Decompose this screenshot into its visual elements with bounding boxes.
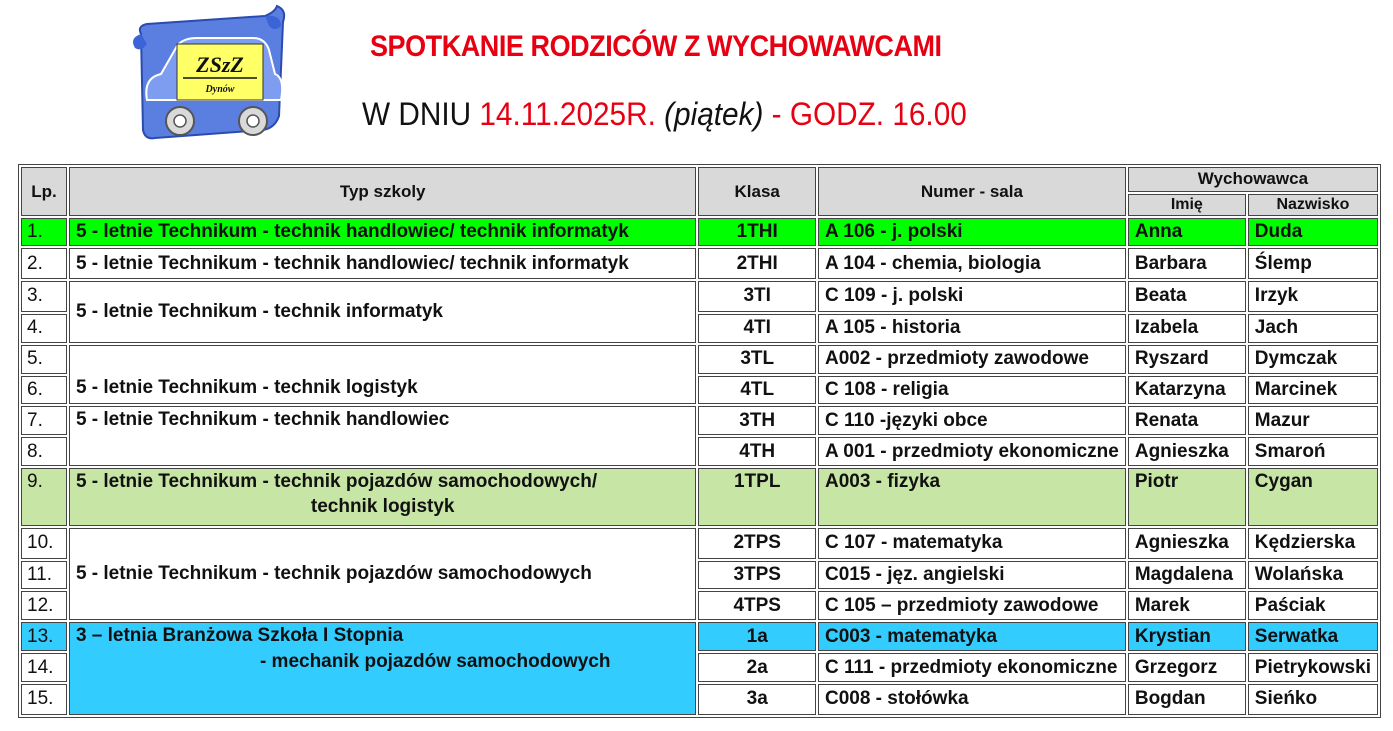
row-first-name: Ryszard [1128, 345, 1246, 374]
meetings-table [18, 164, 1381, 718]
row-first-name: Anna [1128, 218, 1246, 246]
school-type: 5 - letnie Technikum - technik handlowiec/ technik informatyk [69, 248, 697, 279]
table-row [21, 406, 1378, 435]
logo-subtext: Dynów [205, 84, 235, 95]
header-last-name: Nazwisko [1248, 194, 1378, 217]
row-class: 2TPS [698, 528, 816, 559]
row-last-name: Smaroń [1248, 437, 1378, 466]
table-row [21, 468, 1378, 526]
row-first-name: Renata [1128, 406, 1246, 435]
school-type: 5 - letnie Technikum - technik logistyk [69, 345, 697, 405]
row-class: 2THI [698, 248, 816, 279]
header-class: Klasa [698, 167, 816, 216]
row-room: A002 - przedmioty zawodowe [818, 345, 1126, 374]
page-title: SPOTKANIE RODZICÓW Z WYCHOWAWCAMI [370, 30, 942, 63]
header-teacher: Wychowawca [1128, 167, 1378, 192]
row-last-name: Mazur [1248, 406, 1378, 435]
row-last-name: Cygan [1248, 468, 1378, 526]
row-room: C 107 - matematyka [818, 528, 1126, 559]
row-room: C 110 -języki obce [818, 406, 1126, 435]
school-type [69, 622, 697, 715]
row-last-name: Dymczak [1248, 345, 1378, 374]
row-lp: 5. [21, 345, 67, 374]
row-lp: 14. [21, 653, 67, 682]
row-room: C 109 - j. polski [818, 281, 1126, 312]
school-type-line1: 5 - letnie Technikum - technik pojazdów samochodowych/ [75, 471, 598, 493]
header-first-name: Imię [1128, 194, 1246, 217]
logo-text: ZSzZ [196, 52, 244, 77]
row-first-name: Katarzyna [1128, 376, 1246, 405]
row-room: C 111 - przedmioty ekonomiczne [818, 653, 1126, 682]
row-lp: 6. [21, 376, 67, 405]
row-last-name: Ślemp [1248, 248, 1378, 279]
row-first-name: Grzegorz [1128, 653, 1246, 682]
row-room: A 106 - j. polski [818, 218, 1126, 246]
row-lp: 4. [21, 314, 67, 343]
row-class: 3a [698, 684, 816, 715]
row-last-name: Duda [1248, 218, 1378, 246]
row-first-name: Agnieszka [1128, 437, 1246, 466]
row-lp: 15. [21, 684, 67, 715]
row-room: A 105 - historia [818, 314, 1126, 343]
table-row [21, 345, 1378, 374]
row-class: 3TH [698, 406, 816, 435]
row-first-name: Bogdan [1128, 684, 1246, 715]
row-class: 3TL [698, 345, 816, 374]
row-room: A003 - fizyka [818, 468, 1126, 526]
row-last-name: Pietrykowski [1248, 653, 1378, 682]
row-first-name: Krystian [1128, 622, 1246, 651]
header-type: Typ szkoly [69, 167, 697, 216]
date-prefix: W DNIU [362, 96, 480, 132]
row-class: 4TI [698, 314, 816, 343]
row-last-name: Jach [1248, 314, 1378, 343]
row-lp: 1. [21, 218, 67, 246]
table-row [21, 218, 1378, 246]
meeting-date [362, 96, 967, 133]
table-row [21, 622, 1378, 651]
row-class: 4TL [698, 376, 816, 405]
day-value: (piątek) [664, 96, 764, 132]
row-last-name: Serwatka [1248, 622, 1378, 651]
row-class: 4TH [698, 437, 816, 466]
school-type: 5 - letnie Technikum - technik handlowiec/ technik informatyk [69, 218, 697, 246]
row-lp: 3. [21, 281, 67, 312]
date-value: 14.11.2025R. [479, 96, 656, 132]
row-class: 1a [698, 622, 816, 651]
row-lp: 11. [21, 561, 67, 590]
row-lp: 13. [21, 622, 67, 651]
row-lp: 8. [21, 437, 67, 466]
row-class: 3TI [698, 281, 816, 312]
table-row [21, 248, 1378, 279]
row-lp: 10. [21, 528, 67, 559]
row-lp: 7. [21, 406, 67, 435]
school-logo [125, 4, 290, 142]
school-type-line2: - mechanik pojazdów samochodowych [259, 651, 611, 673]
header-lp: Lp. [21, 167, 67, 216]
school-type: 5 - letnie Technikum - technik informatyk [69, 281, 697, 343]
row-last-name: Sieńko [1248, 684, 1378, 715]
row-room: C015 - jęz. angielski [818, 561, 1126, 590]
row-class: 2a [698, 653, 816, 682]
row-class: 4TPS [698, 591, 816, 620]
school-type: 5 - letnie Technikum - technik pojazdów samochodowych [69, 528, 697, 621]
table-row [21, 528, 1378, 559]
row-last-name: Kędzierska [1248, 528, 1378, 559]
school-type-line1: 3 – letnia Branżowa Szkoła I Stopnia [75, 625, 404, 647]
row-lp: 2. [21, 248, 67, 279]
row-first-name: Marek [1128, 591, 1246, 620]
school-type [69, 468, 697, 526]
row-room: C 105 – przedmioty zawodowe [818, 591, 1126, 620]
row-last-name: Marcinek [1248, 376, 1378, 405]
row-class: 1THI [698, 218, 816, 246]
row-first-name: Piotr [1128, 468, 1246, 526]
row-class: 3TPS [698, 561, 816, 590]
row-last-name: Wolańska [1248, 561, 1378, 590]
time-value: - GODZ. 16.00 [763, 96, 967, 132]
row-first-name: Beata [1128, 281, 1246, 312]
row-room: A 001 - przedmioty ekonomiczne [818, 437, 1126, 466]
row-first-name: Izabela [1128, 314, 1246, 343]
row-first-name: Barbara [1128, 248, 1246, 279]
row-class: 1TPL [698, 468, 816, 526]
row-last-name: Paściak [1248, 591, 1378, 620]
row-last-name: Irzyk [1248, 281, 1378, 312]
row-first-name: Magdalena [1128, 561, 1246, 590]
row-room: C003 - matematyka [818, 622, 1126, 651]
row-room: C 108 - religia [818, 376, 1126, 405]
row-lp: 12. [21, 591, 67, 620]
school-type-line2: technik logistyk [310, 496, 455, 518]
row-room: A 104 - chemia, biologia [818, 248, 1126, 279]
row-first-name: Agnieszka [1128, 528, 1246, 559]
school-type: 5 - letnie Technikum - technik handlowiec [69, 406, 697, 466]
header-room: Numer - sala [818, 167, 1126, 216]
row-room: C008 - stołówka [818, 684, 1126, 715]
table-row [21, 281, 1378, 312]
row-lp: 9. [21, 468, 67, 526]
